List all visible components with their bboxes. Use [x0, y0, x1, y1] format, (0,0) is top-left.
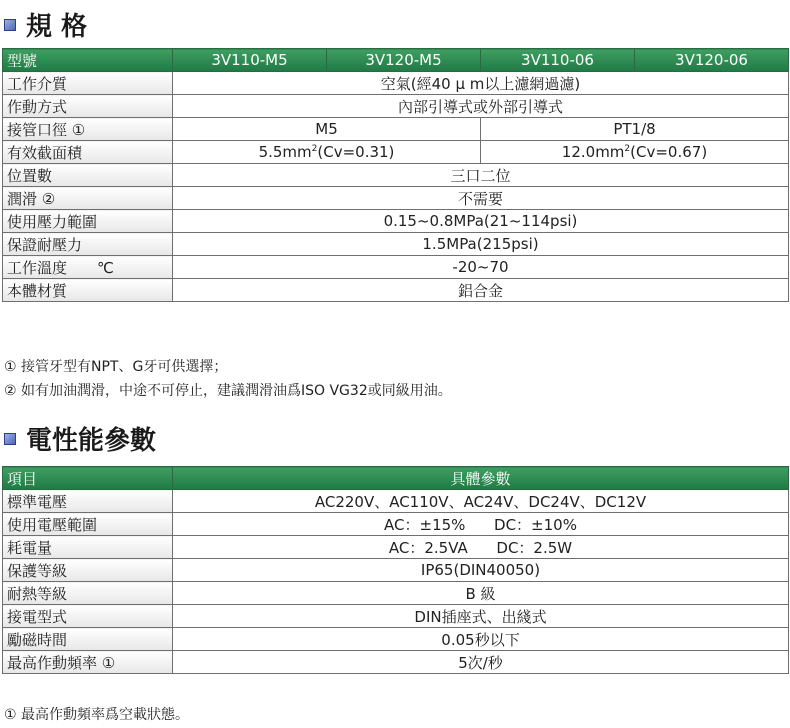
table-row [3, 536, 789, 559]
spec-note-1: ① 接管牙型有NPT、G牙可供選擇； [4, 359, 228, 375]
connection-type-value: DIN插座式、出綫式 [173, 605, 789, 628]
voltage-range-value: AC：±15% DC：±10% [173, 513, 789, 536]
param-header-label: 具體參數 [173, 467, 789, 490]
spec-header-row [3, 49, 789, 72]
table-row [3, 651, 789, 674]
temperature-label: 工作溫度 ℃ [3, 256, 173, 279]
table-row [3, 118, 789, 141]
table-row [3, 513, 789, 536]
proof-pressure-label: 保證耐壓力 [3, 233, 173, 256]
table-row [3, 628, 789, 651]
electrical-section-title [4, 420, 156, 456]
table-row [3, 187, 789, 210]
electrical-header-row [3, 467, 789, 490]
positions-label: 位置數 [3, 164, 173, 187]
max-frequency-value: 5次/秒 [173, 651, 789, 674]
protection-class-label: 保護等級 [3, 559, 173, 582]
table-row [3, 72, 789, 95]
table-row [3, 233, 789, 256]
table-row [3, 559, 789, 582]
port-size-label: 接管口徑 ① [3, 118, 173, 141]
protection-class-value: IP65(DIN40050) [173, 559, 789, 582]
temperature-value: -20~70 [173, 256, 789, 279]
model-3v110-m5: 3V110-M5 [173, 49, 327, 72]
table-row [3, 279, 789, 302]
power-consumption-label: 耗電量 [3, 536, 173, 559]
spec-title-text: 規 格 [26, 11, 88, 42]
heat-resistance-label: 耐熱等級 [3, 582, 173, 605]
model-3v120-m5: 3V120-M5 [327, 49, 481, 72]
max-frequency-label: 最高作動頻率 ① [3, 651, 173, 674]
port-size-value-m5: M5 [173, 118, 481, 141]
table-row [3, 164, 789, 187]
model-header-label: 型號 [3, 49, 173, 72]
table-row [3, 490, 789, 513]
body-material-label: 本體材質 [3, 279, 173, 302]
spec-section-title [4, 6, 87, 42]
pressure-range-label: 使用壓力範圍 [3, 210, 173, 233]
actuation-label: 作動方式 [3, 95, 173, 118]
effective-area-value-06: $12.0mm^2(Cv=0.67)$ [481, 141, 789, 164]
port-size-value-06: PT1/8 [481, 118, 789, 141]
positions-value: 三口二位 [173, 164, 789, 187]
model-3v120-06: 3V120-06 [635, 49, 789, 72]
spec-table [2, 48, 789, 302]
electrical-note-1: ① 最高作動頻率爲空載狀態。 [4, 707, 190, 723]
table-row [3, 141, 789, 164]
square-bullet-icon [4, 433, 16, 445]
celsius-unit: ℃ [97, 258, 114, 277]
table-row [3, 582, 789, 605]
table-row [3, 256, 789, 279]
lubrication-value: 不需要 [173, 187, 789, 210]
effective-area-value-m5: $5.5mm^2(Cv=0.31)$ [173, 141, 481, 164]
excitation-time-label: 勵磁時間 [3, 628, 173, 651]
effective-area-label: 有效截面積 [3, 141, 173, 164]
item-header-label: 項目 [3, 467, 173, 490]
voltage-range-label: 使用電壓範圍 [3, 513, 173, 536]
body-material-value: 鋁合金 [173, 279, 789, 302]
electrical-table [2, 466, 789, 674]
model-3v110-06: 3V110-06 [481, 49, 635, 72]
electrical-title-text: 電性能參數 [26, 425, 157, 456]
table-row [3, 605, 789, 628]
table-row [3, 210, 789, 233]
heat-resistance-value: B 級 [173, 582, 789, 605]
standard-voltage-label: 標準電壓 [3, 490, 173, 513]
pressure-range-value: 0.15~0.8MPa(21~114psi) [173, 210, 789, 233]
proof-pressure-value: 1.5MPa(215psi) [173, 233, 789, 256]
connection-type-label: 接電型式 [3, 605, 173, 628]
excitation-time-value: 0.05秒以下 [173, 628, 789, 651]
power-consumption-value: AC：2.5VA DC：2.5W [173, 536, 789, 559]
square-bullet-icon [4, 19, 16, 31]
standard-voltage-value: AC220V、AC110V、AC24V、DC24V、DC12V [173, 490, 789, 513]
lubrication-label: 潤滑 ② [3, 187, 173, 210]
actuation-value: 內部引導式或外部引導式 [173, 95, 789, 118]
medium-label: 工作介質 [3, 72, 173, 95]
spec-note-2: ② 如有加油潤滑，中途不可停止，建議潤滑油爲ISO VG32或同級用油。 [4, 383, 452, 399]
table-row [3, 95, 789, 118]
medium-value: 空氣(經40 μ m以上濾網過濾) [173, 72, 789, 95]
